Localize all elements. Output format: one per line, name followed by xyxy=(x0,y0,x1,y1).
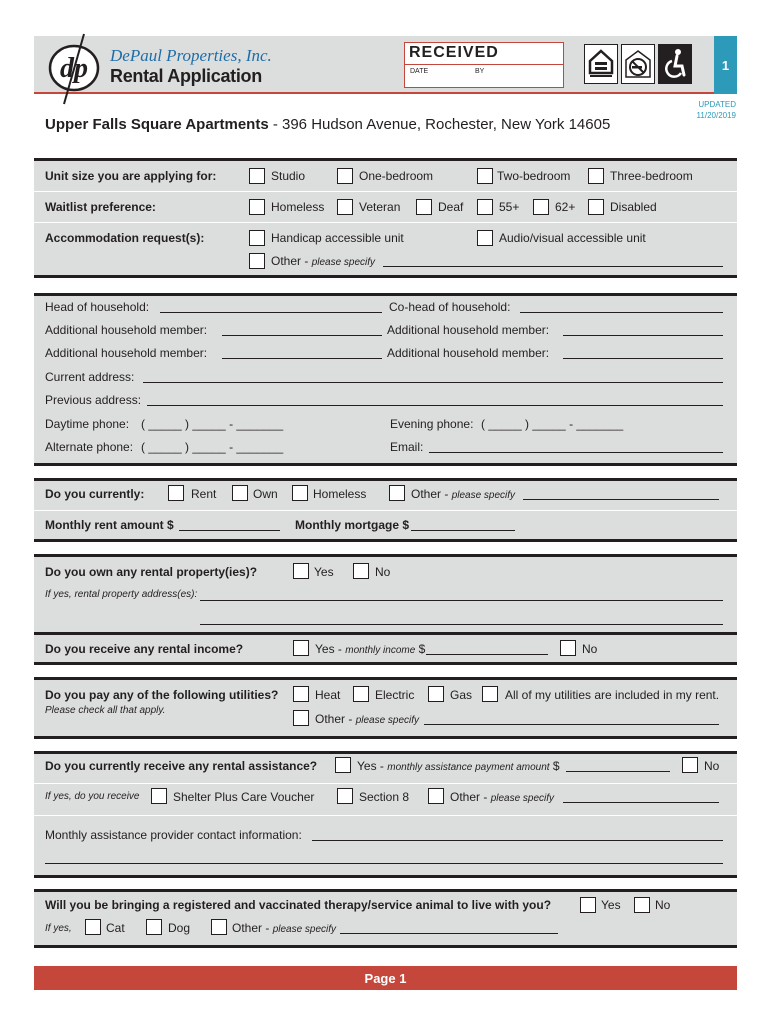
utilities-electric-label: Electric xyxy=(375,688,415,702)
utilities-other-label: Other - please specify xyxy=(315,712,420,726)
alternate-phone-field[interactable]: ( _____ ) _____ - _______ xyxy=(141,440,284,454)
housing-own-checkbox[interactable] xyxy=(232,485,248,501)
service-animal-question: Will you be bringing a registered and vaccinated therapy/service animal to live with you? xyxy=(45,898,552,912)
received-stamp-box xyxy=(404,42,564,88)
waitlist-deaf-label: Deaf xyxy=(438,200,464,214)
waitlist-55-label: 55+ xyxy=(499,200,520,214)
accommodation-audiovisual-label: Audio/visual accessible unit xyxy=(499,231,646,245)
utilities-gas-checkbox[interactable] xyxy=(428,686,444,702)
head-of-household-label: Head of household: xyxy=(45,300,150,314)
accommodation-label: Accommodation request(s): xyxy=(45,231,205,245)
rental-income-no-label: No xyxy=(582,642,598,656)
updated-date: 11/20/2019 xyxy=(696,111,736,120)
animal-type-label: If yes, xyxy=(45,923,72,934)
assistance-provider-field-2[interactable] xyxy=(45,863,723,864)
utilities-other-checkbox[interactable] xyxy=(293,710,309,726)
unit-one-bedroom-checkbox[interactable] xyxy=(337,168,353,184)
rental-income-amount-field[interactable] xyxy=(426,654,548,655)
assistance-section8-checkbox[interactable] xyxy=(337,788,353,804)
received-by-label: BY xyxy=(475,68,485,75)
logo-text: dp xyxy=(60,53,88,84)
additional-member-4-label: Additional household member: xyxy=(387,346,550,360)
rental-income-question: Do you receive any rental income? xyxy=(45,642,244,656)
waitlist-label: Waitlist preference: xyxy=(45,200,156,214)
accommodation-other-label: Other - please specify xyxy=(271,254,376,268)
assistance-section8-label: Section 8 xyxy=(359,790,410,804)
housing-own-label: Own xyxy=(253,487,278,501)
page-number-tab: 1 xyxy=(714,36,737,94)
housing-other-checkbox[interactable] xyxy=(389,485,405,501)
rental-assistance-no-checkbox[interactable] xyxy=(682,757,698,773)
service-animal-yes-checkbox[interactable] xyxy=(580,897,596,913)
animal-cat-label: Cat xyxy=(106,921,125,935)
animal-other-checkbox[interactable] xyxy=(211,919,227,935)
unit-studio-label: Studio xyxy=(271,169,306,183)
rental-property-question: Do you own any rental property(ies)? xyxy=(45,565,258,579)
no-smoking-icon xyxy=(621,44,655,84)
accommodation-handicap-label: Handicap accessible unit xyxy=(271,231,404,245)
unit-studio-checkbox[interactable] xyxy=(249,168,265,184)
rental-assistance-amount-field[interactable] xyxy=(566,771,670,772)
service-animal-no-label: No xyxy=(655,898,671,912)
assistance-provider-field-1[interactable] xyxy=(312,840,723,841)
utilities-question: Do you pay any of the following utilities? xyxy=(45,688,279,702)
rental-property-no-checkbox[interactable] xyxy=(353,563,369,579)
email-label: Email: xyxy=(390,440,424,454)
utilities-all-included-label: All of my utilities are included in my rent. xyxy=(505,688,720,702)
company-name: DePaul Properties, Inc. xyxy=(110,46,272,65)
rental-property-address-label: If yes, rental property address(es): xyxy=(45,589,198,600)
waitlist-62-label: 62+ xyxy=(555,200,576,214)
animal-dog-checkbox[interactable] xyxy=(146,919,162,935)
service-animal-no-checkbox[interactable] xyxy=(634,897,650,913)
unit-three-bedroom-label: Three-bedroom xyxy=(610,169,693,183)
email-field[interactable] xyxy=(429,452,723,453)
utilities-gas-label: Gas xyxy=(450,688,473,702)
unit-two-bedroom-label: Two-bedroom xyxy=(497,169,571,183)
previous-address-field[interactable] xyxy=(147,405,723,406)
received-title: RECEIVED xyxy=(409,44,499,61)
additional-member-3-label: Additional household member: xyxy=(45,346,208,360)
housing-rent-checkbox[interactable] xyxy=(168,485,184,501)
daytime-phone-label: Daytime phone: xyxy=(45,417,130,431)
updated-label: UPDATED xyxy=(698,100,736,109)
animal-cat-checkbox[interactable] xyxy=(85,919,101,935)
current-address-field[interactable] xyxy=(143,382,723,383)
unit-one-bedroom-label: One-bedroom xyxy=(359,169,434,183)
waitlist-veteran-label: Veteran xyxy=(359,200,401,214)
accommodation-handicap-checkbox[interactable] xyxy=(249,230,265,246)
property-title xyxy=(45,116,610,133)
wheelchair-accessible-icon xyxy=(658,44,692,84)
utilities-all-included-checkbox[interactable] xyxy=(482,686,498,702)
company-logo xyxy=(46,30,102,106)
rental-assistance-no-label: No xyxy=(704,759,720,773)
animal-other-field[interactable] xyxy=(340,933,558,934)
rental-income-yes-checkbox[interactable] xyxy=(293,640,309,656)
assistance-other-checkbox[interactable] xyxy=(428,788,444,804)
alternate-phone-label: Alternate phone: xyxy=(45,440,134,454)
accommodation-other-checkbox[interactable] xyxy=(249,253,265,269)
rental-assistance-question: Do you currently receive any rental assistance? xyxy=(45,759,318,773)
additional-member-2-label: Additional household member: xyxy=(387,323,550,337)
evening-phone-label: Evening phone: xyxy=(390,417,474,431)
rental-assistance-yes-label: Yes - monthly assistance payment amount $ xyxy=(357,759,560,773)
animal-dog-label: Dog xyxy=(168,921,191,935)
equal-housing-opportunity-icon xyxy=(584,44,618,84)
previous-address-label: Previous address: xyxy=(45,393,142,407)
utilities-heat-checkbox[interactable] xyxy=(293,686,309,702)
page-footer: Page 1 xyxy=(34,966,737,990)
housing-homeless-checkbox[interactable] xyxy=(292,485,308,501)
waitlist-deaf-checkbox[interactable] xyxy=(416,199,432,215)
monthly-mortgage-field[interactable] xyxy=(411,530,515,531)
rental-property-address-field-1[interactable] xyxy=(200,600,723,601)
compliance-icons xyxy=(584,44,692,84)
additional-member-2-field[interactable] xyxy=(563,335,723,336)
monthly-mortgage-label: Monthly mortgage $ xyxy=(295,518,410,532)
received-date-label: DATE xyxy=(410,68,429,75)
rental-property-yes-label: Yes xyxy=(314,565,334,579)
assistance-shelter-plus-label: Shelter Plus Care Voucher xyxy=(173,790,315,804)
waitlist-disabled-checkbox[interactable] xyxy=(588,199,604,215)
assistance-type-label: If yes, do you receive xyxy=(45,791,140,802)
utilities-other-field[interactable] xyxy=(424,724,719,725)
unit-size-label: Unit size you are applying for: xyxy=(45,169,217,183)
assistance-other-field[interactable] xyxy=(563,802,719,803)
assistance-provider-label: Monthly assistance provider contact information: xyxy=(45,828,302,842)
rental-property-no-label: No xyxy=(375,565,391,579)
accommodation-other-field[interactable] xyxy=(383,266,723,267)
waitlist-55-checkbox[interactable] xyxy=(477,199,493,215)
monthly-rent-label: Monthly rent amount $ xyxy=(45,518,174,532)
waitlist-62-checkbox[interactable] xyxy=(533,199,549,215)
evening-phone-field[interactable]: ( _____ ) _____ - _______ xyxy=(481,417,624,431)
head-of-household-field[interactable] xyxy=(160,312,382,313)
section-household xyxy=(34,296,737,463)
housing-homeless-label: Homeless xyxy=(313,487,367,501)
additional-member-3-field[interactable] xyxy=(222,358,382,359)
unit-three-bedroom-checkbox[interactable] xyxy=(588,168,604,184)
additional-member-1-field[interactable] xyxy=(222,335,382,336)
monthly-rent-field[interactable] xyxy=(179,530,280,531)
waitlist-veteran-checkbox[interactable] xyxy=(337,199,353,215)
waitlist-disabled-label: Disabled xyxy=(610,200,657,214)
animal-other-label: Other - please specify xyxy=(232,921,337,935)
utilities-electric-checkbox[interactable] xyxy=(353,686,369,702)
assistance-shelter-plus-checkbox[interactable] xyxy=(151,788,167,804)
cohead-of-household-field[interactable] xyxy=(520,312,723,313)
rental-property-yes-checkbox[interactable] xyxy=(293,563,309,579)
rental-property-address-field-2[interactable] xyxy=(200,624,723,625)
housing-other-field[interactable] xyxy=(523,499,719,500)
utilities-note: Please check all that apply. xyxy=(45,705,166,716)
rental-assistance-yes-checkbox[interactable] xyxy=(335,757,351,773)
rental-income-yes-label: Yes - monthly income $ xyxy=(315,642,426,656)
cohead-of-household-label: Co-head of household: xyxy=(389,300,511,314)
utilities-heat-label: Heat xyxy=(315,688,341,702)
unit-two-bedroom-checkbox[interactable] xyxy=(477,168,493,184)
assistance-other-label: Other - please specify xyxy=(450,790,555,804)
current-address-label: Current address: xyxy=(45,370,135,384)
accommodation-audiovisual-checkbox[interactable] xyxy=(477,230,493,246)
property-name: Upper Falls Square Apartments xyxy=(45,116,269,133)
rental-income-no-checkbox[interactable] xyxy=(560,640,576,656)
daytime-phone-field[interactable]: ( _____ ) _____ - _______ xyxy=(141,417,284,431)
service-animal-yes-label: Yes xyxy=(601,898,621,912)
updated-notice xyxy=(680,99,736,121)
document-title: Rental Application xyxy=(110,66,262,86)
additional-member-4-field[interactable] xyxy=(563,358,723,359)
housing-status-label: Do you currently: xyxy=(45,487,145,501)
housing-other-label: Other - please specify xyxy=(411,487,516,501)
property-address: - 396 Hudson Avenue, Rochester, New York 14605 xyxy=(268,116,611,133)
housing-rent-label: Rent xyxy=(191,487,217,501)
additional-member-1-label: Additional household member: xyxy=(45,323,208,337)
waitlist-homeless-label: Homeless xyxy=(271,200,325,214)
waitlist-homeless-checkbox[interactable] xyxy=(249,199,265,215)
